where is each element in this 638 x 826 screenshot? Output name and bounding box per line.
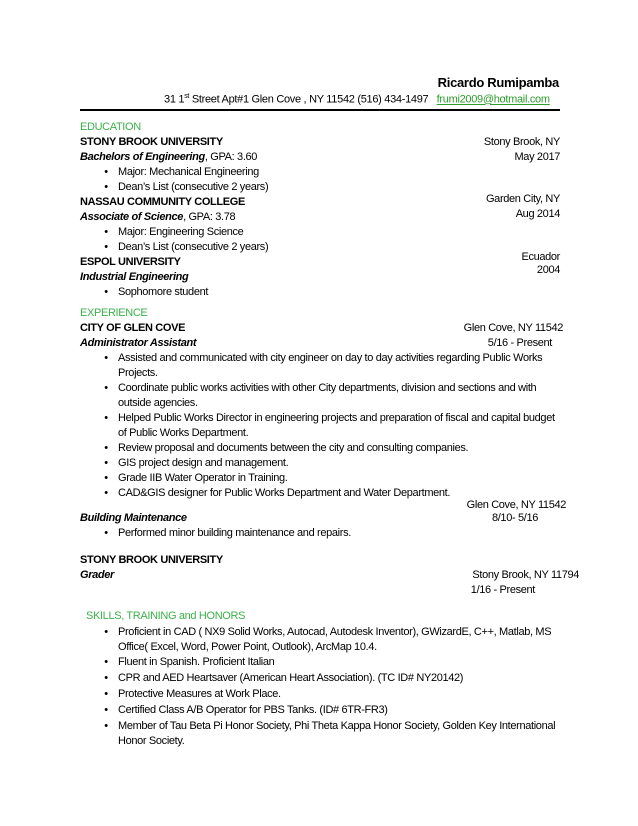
bullet-icon: • [104, 286, 108, 298]
employer-location: Stony Brook, NY 11794 [472, 569, 579, 581]
email-link[interactable]: frumi2009@hotmail.com [436, 93, 550, 106]
employer-location: Glen Cove, NY 11542 [463, 322, 563, 334]
graduation-date: May 2017 [514, 151, 560, 163]
job-dates: 5/16 - Present [487, 337, 552, 349]
bullet-icon: • [104, 626, 108, 638]
graduation-date: 2004 [536, 264, 560, 276]
header-divider [80, 109, 560, 111]
bullet-icon: • [104, 442, 108, 454]
list-item: Helped Public Works Director in engineering projects and preparation of fiscal and capital budget of Public Works Department. [118, 412, 555, 439]
list-item: Assisted and communicated with city engineer on day to day activities regarding Public Works Projects. [118, 352, 543, 379]
graduation-date: Aug 2014 [515, 208, 560, 220]
bullet-icon: • [104, 704, 108, 716]
list-item: Review proposal and documents between the city and consulting companies. [118, 442, 469, 454]
school-location: Garden City, NY [485, 193, 560, 205]
list-item: Major: Mechanical Engineering [118, 166, 259, 178]
bullet-icon: • [104, 166, 108, 178]
school-name: ESPOL UNIVERSITY [80, 256, 181, 268]
gpa: , GPA: 3.78 [183, 211, 236, 223]
degree: Industrial Engineering [80, 271, 189, 283]
address-sup: st [184, 93, 190, 100]
school-location: Ecuador [521, 251, 560, 263]
list-item: Dean’s List (consecutive 2 years) [118, 241, 269, 253]
experience-heading: EXPERIENCE [80, 307, 148, 319]
bullet-icon: • [104, 720, 108, 732]
job-title: Grader [80, 569, 114, 581]
candidate-name: Ricardo Rumipamba [437, 75, 559, 90]
job-title: Administrator Assistant [80, 337, 197, 349]
bullet-icon: • [104, 472, 108, 484]
job-title: Building Maintenance [80, 512, 187, 524]
list-item: Fluent in Spanish. Proficient Italian [118, 656, 275, 668]
list-item: Protective Measures at Work Place. [118, 688, 281, 700]
school-name: NASSAU COMMUNITY COLLEGE [80, 196, 245, 208]
list-item: Member of Tau Beta Pi Honor Society, Phi Theta Kappa Honor Society, Golden Key International Honor Society. [118, 720, 556, 747]
list-item: Coordinate public works activities with other City departments, division and sections and with outside agencies. [118, 382, 537, 409]
bullet-icon: • [104, 672, 108, 684]
list-item: Grade IIB Water Operator in Training. [118, 472, 288, 484]
address-rest: Street Apt#1 Glen Cove , NY 11542 (516) 434-1497 [189, 93, 429, 106]
bullet-icon: • [104, 457, 108, 469]
bullet-icon: • [104, 382, 108, 394]
bullet-icon: • [104, 352, 108, 364]
degree: Bachelors of Engineering [80, 151, 205, 163]
gpa: , GPA: 3.60 [204, 151, 258, 163]
list-item: Sophomore student [118, 286, 209, 298]
bullet-icon: • [104, 241, 108, 253]
education-heading: EDUCATION [80, 121, 141, 133]
bullet-icon: • [104, 412, 108, 424]
bullet-icon: • [104, 527, 108, 539]
list-item: CAD&GIS designer for Public Works Department and Water Department. [118, 487, 451, 499]
bullet-icon: • [104, 181, 108, 193]
bullet-icon: • [104, 226, 108, 238]
list-item: Performed minor building maintenance and repairs. [118, 527, 351, 539]
school-location: Stony Brook, NY [483, 136, 560, 148]
school-name: STONY BROOK UNIVERSITY [80, 136, 223, 148]
employer-name: CITY OF GLEN COVE [80, 322, 186, 334]
list-item: Proficient in CAD ( NX9 Solid Works, Autocad, Autodesk Inventor), GWizardE, C++, Matlab, MS Office( Excel, Word, Power Point, Outlook), ArcMap 10.4. [118, 626, 552, 653]
list-item: GIS project design and management. [118, 457, 289, 469]
job-dates: 8/10- 5/16 [491, 512, 538, 524]
address-text: 31 1 [164, 93, 185, 106]
bullet-icon: • [104, 688, 108, 700]
job-dates: 1/16 - Present [470, 584, 535, 596]
bullet-icon: • [104, 656, 108, 668]
list-item: Certified Class A/B Operator for PBS Tanks. (ID# 6TR-FR3) [118, 704, 388, 716]
list-item: Major: Engineering Science [118, 226, 244, 238]
bullet-icon: • [104, 487, 108, 499]
list-item: Dean’s List (consecutive 2 years) [118, 181, 269, 193]
list-item: CPR and AED Heartsaver (American Heart Association). (TC ID# NY20142) [118, 672, 464, 684]
skills-heading: SKILLS, TRAINING and HONORS [86, 610, 246, 622]
degree: Associate of Science [80, 211, 184, 223]
contact-line [164, 93, 550, 106]
employer-location: Glen Cove, NY 11542 [466, 499, 566, 511]
employer-name: STONY BROOK UNIVERSITY [80, 554, 223, 566]
